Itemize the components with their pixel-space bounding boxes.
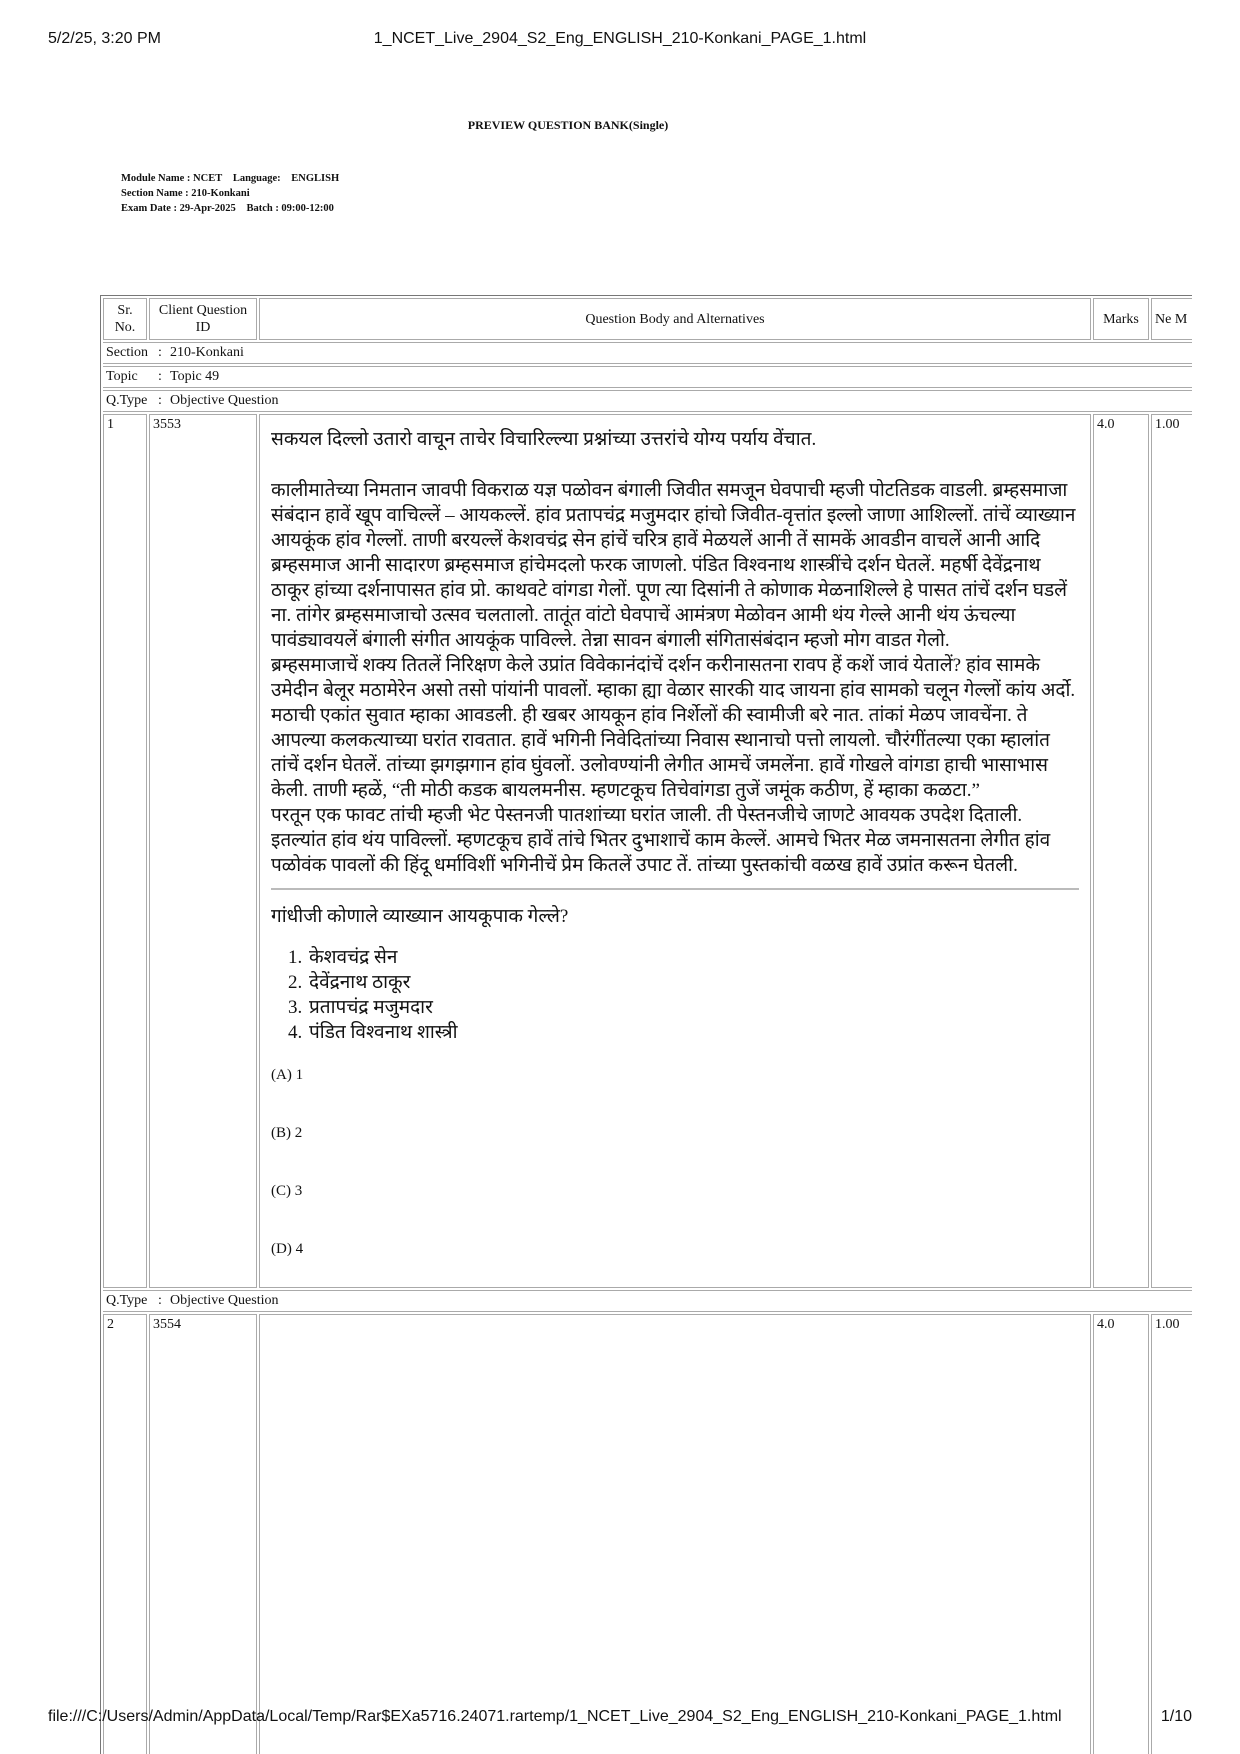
header-negative-marks: Ne M: [1151, 298, 1192, 340]
passage-paragraph: परतून एक फावट तांची म्हजी भेट पेस्तनजी पातशांच्या घरांत जाली. ती पेस्तनजीचे जाणटे आवयक उपदेश दिताली. इतल्यांत हांव थंय पाविल्लों. म्हणटकूच हावें तांचे भितर दुभाशाचें काम केल्लें. आमचे भितर मेळ जमनासतना लेगीत हांव पळोवंक पावलों की हिंदू धर्माविशीं भगिनीचें प्रेम कितलें उपाट तें. तांच्या पुस्तकांची वळख हावें उप्रांत करून घेतली.: [271, 805, 1051, 876]
passage-paragraph: ब्रम्हसमाजाचें शक्य तितलें निरिक्षण केले उप्रांत विवेकानंदांचें दर्शन करीनासतना रावप हें कशें जावं येतालें? हांव सामके उमेदीन बेलूर मठामेरेन असो तसो पांयांनी पावलों. म्हाका ह्या वेळार सारकी याद जायना हांव सामको चलून गेल्लों कांय अर्दो.: [271, 655, 1076, 701]
module-name: Module Name : NCET: [121, 173, 223, 184]
qtype-sep: :: [158, 393, 162, 408]
topic-row: [103, 366, 1192, 388]
question-row: [103, 1314, 1192, 1754]
header-sr-no: Sr. No.: [103, 298, 147, 340]
choice-list: [271, 945, 1079, 1045]
choice-item: 3. प्रतापचंद्र मजुमदार: [307, 995, 1079, 1020]
topic-sep: :: [158, 369, 162, 384]
language-value: ENGLISH: [291, 173, 340, 184]
alternative-a: (A) 1: [271, 1067, 304, 1083]
qtype-value: Objective Question: [170, 393, 279, 408]
batch: Batch : 09:00-12:00: [246, 203, 334, 214]
question-client-id: 3553: [149, 414, 257, 1288]
print-file-url: file:///C:/Users/Admin/AppData/Local/Temp/Rar$EXa5716.24071.rartemp/1_NCET_Live_2904_S2_Eng_ENGLISH_210-Konkani_PAGE_1.html: [48, 1708, 1062, 1725]
question-bank-table: [100, 295, 1192, 1754]
alternative-c: (C) 3: [271, 1183, 303, 1199]
question-bank-table-wrapper: [100, 295, 1192, 1754]
module-line: [121, 171, 339, 186]
header-client-question-id: Client Question ID: [149, 298, 257, 340]
exam-metadata: [121, 171, 339, 216]
question-text: गांधीजी कोणाले व्याख्यान आयकूपाक गेल्ले?: [271, 906, 569, 927]
section-label: Section: [106, 345, 148, 360]
qtype-label: Q.Type: [106, 393, 148, 408]
print-header: [48, 30, 1192, 54]
print-footer: [48, 1708, 1192, 1732]
question-client-id: 3554: [149, 1314, 257, 1754]
question-marks: 4.0: [1093, 414, 1149, 1288]
choice-item: 4. पंडित विश्वनाथ शास्त्री: [307, 1020, 1079, 1045]
document-heading: PREVIEW QUESTION BANK(Single): [467, 118, 669, 132]
header-question-body: Question Body and Alternatives: [259, 298, 1091, 340]
section-value: 210-Konkani: [170, 345, 244, 360]
question-body-cell: [259, 414, 1091, 1288]
question-negative-marks: 1.00: [1151, 414, 1192, 1288]
qtype-row: [103, 1290, 1192, 1312]
choice-item: 1. केशवचंद्र सेन: [307, 945, 1079, 970]
passage-paragraph: कालीमातेच्या निमतान जावपी विकराळ यज्ञ पळोवन बंगाली जिवीत समजून घेवपाची म्हजी पोटतिडक वाडली. ब्रम्हसमाजा संबंदान हावें खूप वाचिल्लें – आयकल्लें. हांव प्रतापचंद्र मजुमदार हांचो जिवीत-वृत्तांत इल्लो जाणा आशिल्लों. तांचें व्याख्यान आयकूंक हांव गेल्लों. ताणी बरयल्लें केशवचंद्र सेन हांचें चरित्र हावें मेळयलें आनी तें सामकें आवडीन वाचलें आनी आदि ब्रम्हसमाज आनी सादारण ब्रम्हसमाज हांचेमदलो फरक जाणलो. पंडित विश्वनाथ शास्त्रींचे दर्शन घेतलें. महर्षी देवेंद्रनाथ ठाकूर हांच्या दर्शनापासत हांव प्रो. काथवटे वांगडा गेलों. पूण त्या दिसांनी ते कोणाक मेळनाशिल्ले हे पासत तांचें दर्शन घडलें ना. तांगेर ब्रम्हसमाजाचो उत्सव चलतालो. तातूंत वांटो घेवपाचें आमंत्रण मेळोवन आमी थंय गेल्ले आनी थंय ऊंचल्या पावंड्यावयलें बंगाली संगीत आयकूंक पाविल्ले. तेन्ना सावन बंगाली संगितासंबंदान म्हजो मोग वाडत गेलो.: [271, 480, 1076, 651]
passage-divider: [271, 888, 1079, 890]
header-marks: Marks: [1093, 298, 1149, 340]
print-page-number: 1/10: [1160, 1708, 1192, 1725]
qtype-label: Q.Type: [106, 1293, 148, 1308]
qtype-row: [103, 390, 1192, 412]
passage-paragraph: मठाची एकांत सुवात म्हाका आवडली. ही खबर आयकून हांव निर्शेलों की स्वामीजी बरे नात. तांकां मेळप जावचेंना. ते आपल्या कलकत्याच्या घरांत रावतात. हावें भगिनी निवेदितांच्या निवास स्थानाचो पत्तो लायलो. चौरंगींतल्या एका म्हालांत तांचें दर्शन घेतलें. तांच्या झगझगान हांव घुंवलों. उलोवण्यांनी लेगीत आमचें जमलेंना. हावें गोखले वांगडा हाची भासाभास केली. ताणी म्हळें, “ती मोठी कडक बायलमनीस. म्हणटकूच तिचेवांगडा तुजें जमूंक कठीण, हें म्हाका कळटा.”: [271, 705, 1050, 801]
question-sr-no: 2: [103, 1314, 147, 1754]
question-row: [103, 414, 1192, 1288]
section-row: [103, 342, 1192, 364]
reading-passage: [271, 478, 1079, 878]
exam-date: Exam Date : 29-Apr-2025: [121, 203, 236, 214]
topic-label: Topic: [106, 369, 138, 384]
question-marks: 4.0: [1093, 1314, 1149, 1754]
question-body-cell: [259, 1314, 1091, 1754]
section-name: Section Name : 210-Konkani: [121, 188, 250, 199]
language-label: Language:: [232, 173, 281, 184]
question-negative-marks: 1.00: [1151, 1314, 1192, 1754]
print-file-title: 1_NCET_Live_2904_S2_Eng_ENGLISH_210-Konkani_PAGE_1.html: [373, 30, 867, 47]
alternative-d: (D) 4: [271, 1241, 304, 1257]
qtype-value: Objective Question: [170, 1293, 279, 1308]
qtype-sep: :: [158, 1293, 162, 1308]
topic-value: Topic 49: [170, 369, 220, 384]
alternative-b: (B) 2: [271, 1125, 303, 1141]
choice-item: 2. देवेंद्रनाथ ठाकूर: [307, 970, 1079, 995]
question-sr-no: 1: [103, 414, 147, 1288]
table-header-row: [103, 298, 1192, 340]
question-instruction: सकयल दिल्लो उतारो वाचून ताचेर विचारिल्ल्या प्रश्नांच्या उत्तरांचे योग्य पर्याय वेंचात.: [271, 429, 817, 450]
section-sep: :: [158, 345, 162, 360]
print-datetime: 5/2/25, 3:20 PM: [48, 30, 161, 47]
exam-line: [121, 201, 339, 216]
